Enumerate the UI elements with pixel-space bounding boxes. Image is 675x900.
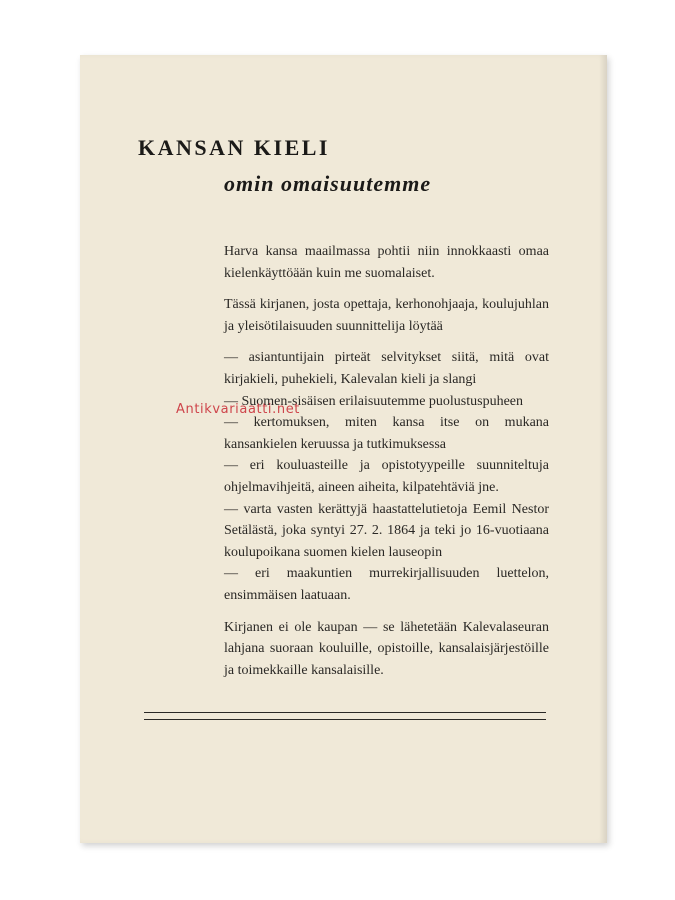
list-item: — asiantuntijain pirteät selvitykset siitä, mitä ovat kirjakieli, puhekieli, Kalevalan kieli ja slangi [224, 350, 549, 387]
book-title: KANSAN KIELI [138, 135, 330, 160]
book-back-cover [80, 55, 607, 843]
list-item: — varta vasten kerättyjä haastattelutietoja Eemil Nestor Setälästä, joka syntyi 27. 2. 1864 ja teki jo 16-vuotiaana koulupoikana suomen kielen lauseopin [224, 501, 549, 560]
list-item: — eri maakuntien murrekirjallisuuden luettelon, ensimmäisen laatuaan. [224, 566, 549, 603]
book-subtitle: omin omaisuutemme [224, 171, 432, 196]
paragraph-closing: Kirjanen ei ole kaupan — se lähetetään Kalevalaseuran lahjana suoraan kouluille, opistoille, kansalaisjärjestöille ja toimekkaille kansalaisille. [224, 619, 549, 678]
list-item: — Suomen-sisäisen erilaisuutemme puolustuspuheen [224, 393, 524, 409]
divider-line-bottom [144, 719, 546, 720]
watermark: Antikvariaatti.net [176, 402, 300, 417]
list-item: — eri kouluasteille ja opistotyypeille suunniteltuja ohjelmavihjeitä, aineen aiheita, kilpatehtäviä jne. [224, 458, 549, 495]
paragraph-lead: Tässä kirjanen, josta opettaja, kerhonohjaaja, koulujuhlan ja yleisötilaisuuden suunnittelija löytää [224, 297, 549, 334]
page-edge [599, 55, 607, 843]
description-text [224, 241, 549, 681]
paragraph-intro: Harva kansa maailmassa pohtii niin innokkaasti omaa kielenkäyttöään kuin me suomalaiset. [224, 244, 549, 281]
list-item: — kertomuksen, miten kansa itse on mukana kansankielen keruussa ja tutkimuksessa [224, 415, 549, 452]
divider-line-top [144, 712, 546, 713]
